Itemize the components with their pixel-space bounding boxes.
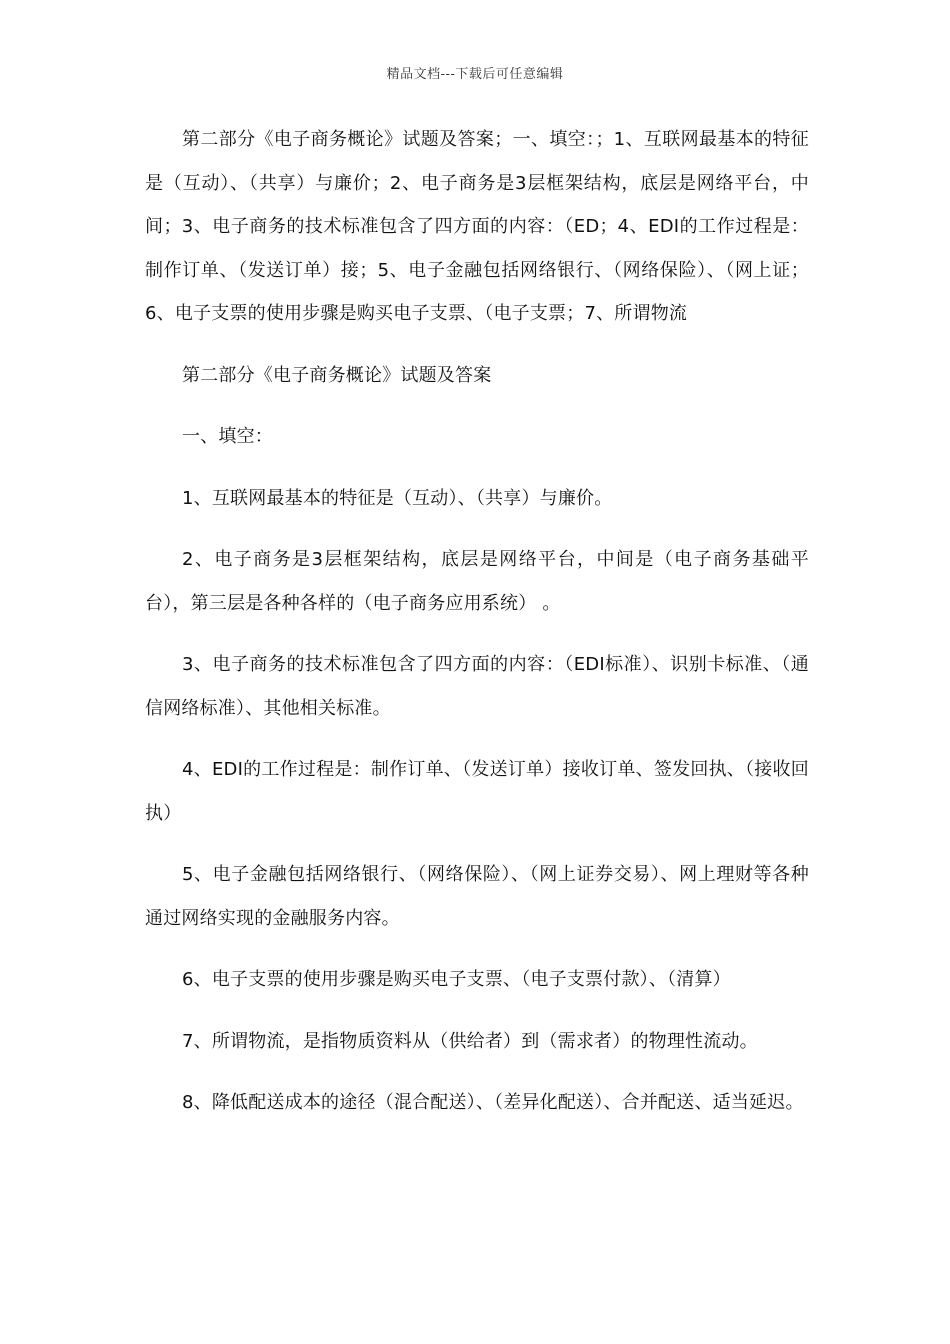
section-heading: 一、填空：	[182, 426, 273, 447]
document-body	[145, 118, 809, 1125]
list-item: 3、电子商务的技术标准包含了四方面的内容：（EDI标准）、识别卡标准、（通信网络标准）、其他相关标准。	[145, 654, 809, 719]
list-item: 5、电子金融包括网络银行、（网络保险）、（网上证券交易）、网上理财等各种通过网络实现的金融服务内容。	[145, 864, 809, 929]
page-header: 精品文档---下载后可任意编辑	[386, 67, 564, 82]
document-title: 第二部分《电子商务概论》试题及答案	[182, 364, 492, 386]
list-item: 2、电子商务是3层框架结构，底层是网络平台，中间是（电子商务基础平台），第三层是各种各样的（电子商务应用系统） 。	[145, 549, 809, 614]
summary-paragraph: 第二部分《电子商务概论》试题及答案；一、填空：；1、互联网最基本的特征是（互动）、（共享）与廉价；2、电子商务是3层框架结构，底层是网络平台，中间；3、电子商务的技术标准包含了四方面的内容：（ED；4、EDI的工作过程是：制作订单、（发送订单）接；5、电子金融包括网络银行、（网络保险）、（网上证；6、电子支票的使用步骤是购买电子支票、（电子支票；7、所谓物流	[145, 129, 809, 324]
list-item: 6、电子支票的使用步骤是购买电子支票、（电子支票付款）、（清算）	[182, 969, 731, 990]
list-item: 8、降低配送成本的途径（混合配送）、（差异化配送）、合并配送、适当延迟。	[182, 1092, 804, 1113]
list-item: 1、互联网最基本的特征是（互动）、（共享）与廉价。	[182, 487, 613, 509]
list-item: 7、所谓物流，是指物质资料从（供给者）到（需求者）的物理性流动。	[182, 1030, 758, 1052]
list-item: 4、EDI的工作过程是：制作订单、（发送订单）接收订单、签发回执、（接收回执）	[145, 759, 809, 824]
